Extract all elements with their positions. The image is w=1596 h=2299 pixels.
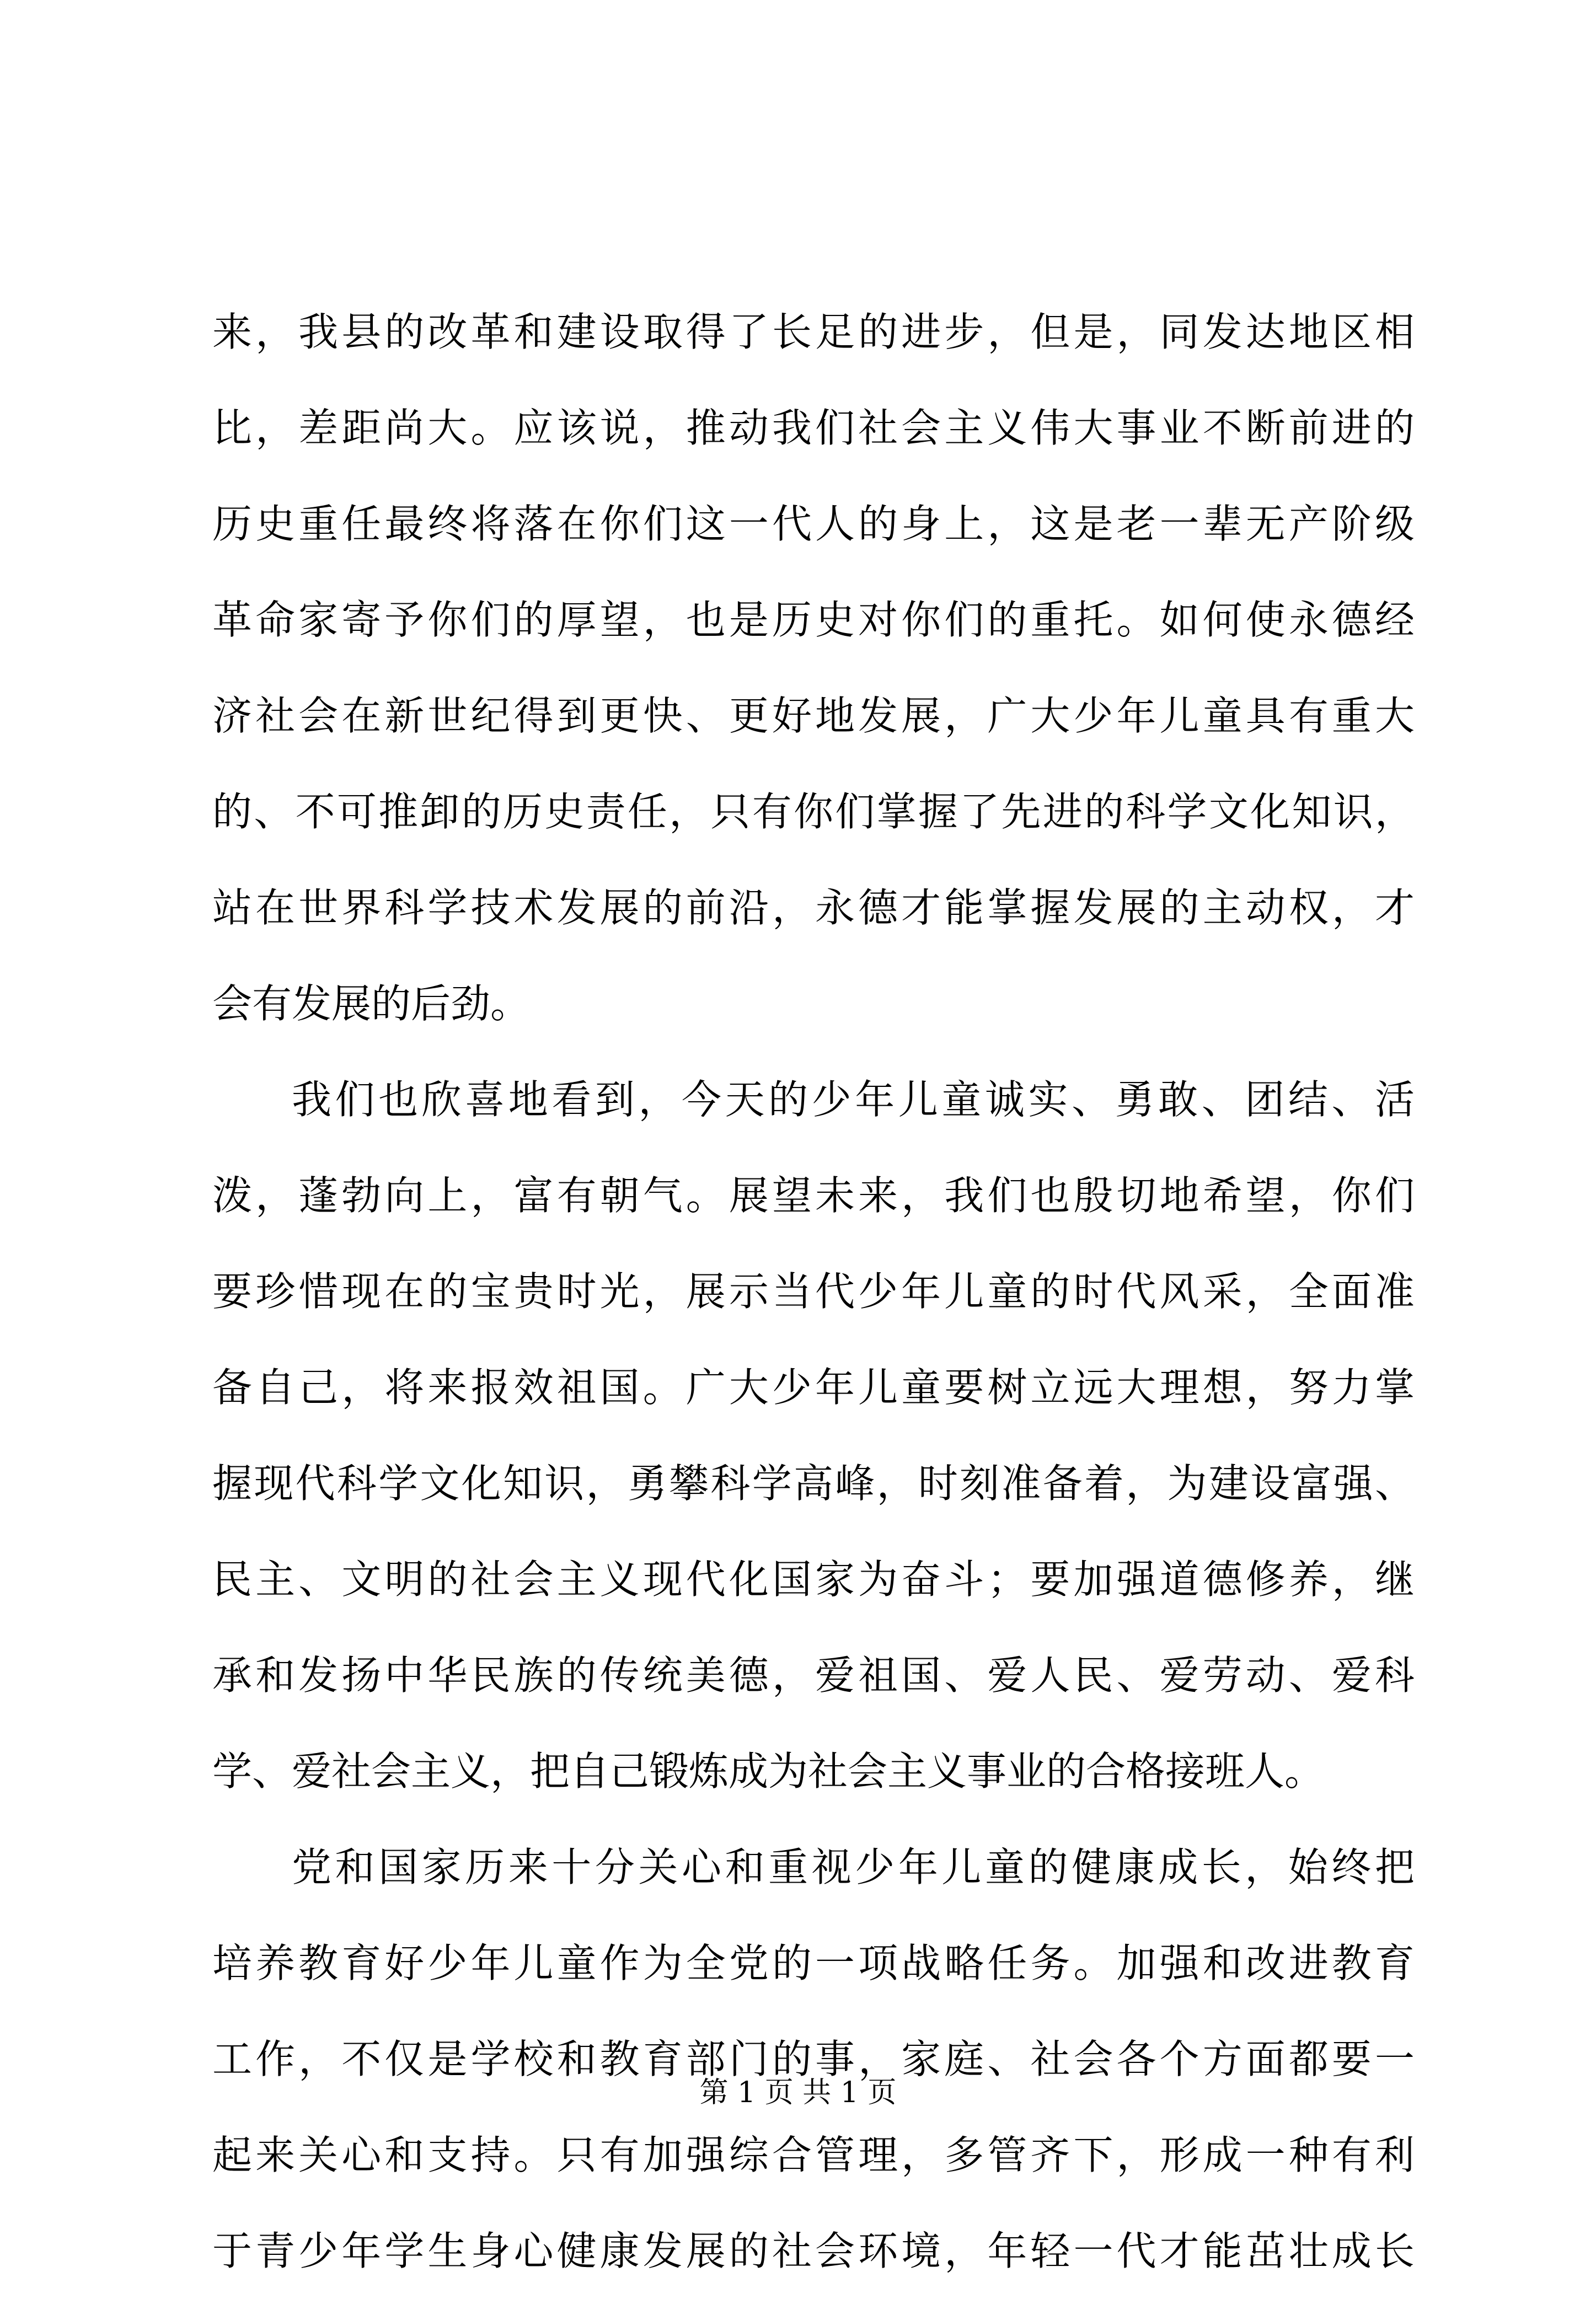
document-body [212,284,1415,2299]
paragraph-first-line: 党和国家历来十分关心和重视少年儿童的健康成长，始终把 [292,1844,1415,1890]
text-line: 济社会在新世纪得到更快、更好地发展，广大少年儿童具有重大 [212,693,1415,739]
text-line: 的、不可推卸的历史责任，只有你们掌握了先进的科学文化知识， [212,789,1415,835]
text-line: 握现代科学文化知识，勇攀科学高峰，时刻准备着，为建设富强、 [212,1460,1415,1507]
text-line: 培养教育好少年儿童作为全党的一项战略任务。加强和改进教育 [212,1940,1415,1986]
text-line: 于青少年学生身心健康发展的社会环境，年轻一代才能茁壮成长 [212,2228,1415,2274]
text-line: 要珍惜现在的宝贵时光，展示当代少年儿童的时代风采，全面准 [212,1268,1415,1315]
text-line: 承和发扬中华民族的传统美德，爱祖国、爱人民、爱劳动、爱科 [212,1652,1415,1698]
text-line: 革命家寄予你们的厚望，也是历史对你们的重托。如何使永德经 [212,597,1415,643]
text-line: 起来关心和支持。只有加强综合管理，多管齐下，形成一种有利 [212,2132,1415,2178]
text-line: 工作，不仅是学校和教育部门的事，家庭、社会各个方面都要一 [212,2036,1415,2082]
text-line: 站在世界科学技术发展的前沿，永德才能掌握发展的主动权，才 [212,885,1415,931]
text-line: 会有发展的后劲。 [212,980,531,1027]
text-line: 民主、文明的社会主义现代化国家为奋斗；要加强道德修养，继 [212,1556,1415,1603]
text-line: 备自己，将来报效祖国。广大少年儿童要树立远大理想，努力掌 [212,1364,1415,1411]
text-line: 泼，蓬勃向上，富有朝气。展望未来，我们也殷切地希望，你们 [212,1172,1415,1219]
text-line: 学、爱社会主义，把自己锻炼成为社会主义事业的合格接班人。 [212,1748,1325,1794]
paragraph-first-line: 我们也欣喜地看到，今天的少年儿童诚实、勇敢、团结、活 [292,1076,1415,1123]
text-line: 来，我县的改革和建设取得了长足的进步，但是，同发达地区相 [212,309,1415,355]
text-line: 历史重任最终将落在你们这一代人的身上，这是老一辈无产阶级 [212,501,1415,547]
text-line: 比，差距尚大。应该说，推动我们社会主义伟大事业不断前进的 [212,405,1415,451]
page-number-footer: 第 1 页 共 1 页 [699,2076,897,2109]
